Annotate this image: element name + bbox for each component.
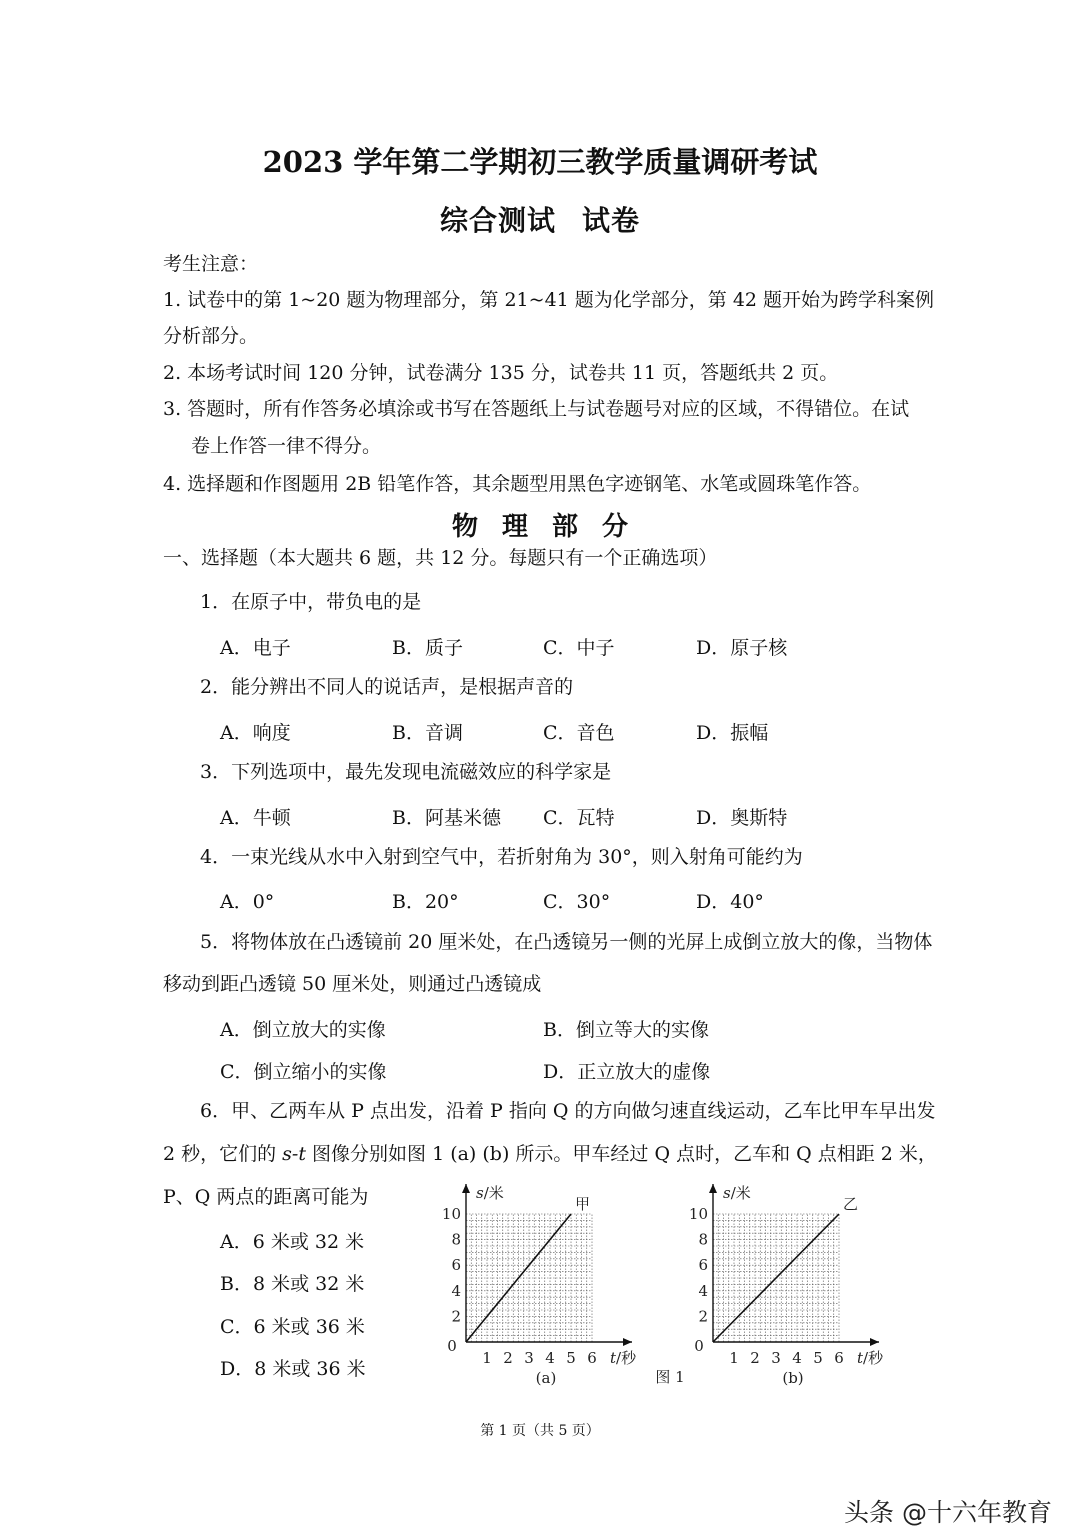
question-1-stem: 1．在原子中，带负电的是 xyxy=(200,591,422,613)
q2-option-d: D．振幅 xyxy=(696,722,769,744)
y-tick-label: 4 xyxy=(451,1281,461,1300)
x-tick-label: 5 xyxy=(566,1349,576,1367)
notice-item-3-cont: 卷上作答一律不得分。 xyxy=(191,435,382,457)
q4-option-a: A．0° xyxy=(220,891,275,913)
series-label: 甲 xyxy=(575,1195,591,1213)
q1-option-d: D．原子核 xyxy=(696,637,788,659)
panel-label: (a) xyxy=(535,1369,557,1387)
notice-heading: 考生注意： xyxy=(163,253,259,275)
q2-option-a: A．响度 xyxy=(220,722,291,744)
notice-item-2: 2. 本场考试时间 120 分钟，试卷满分 135 分，试卷共 11 页，答题纸共 2 页。 xyxy=(163,362,839,384)
exam-title: 2023 学年第二学期初三教学质量调研考试 xyxy=(262,145,818,179)
q1-option-c: C．中子 xyxy=(543,637,615,659)
x-axis-label: t/秒 xyxy=(857,1349,884,1367)
q3-option-a: A．牛顿 xyxy=(220,807,291,829)
q2-option-c: C．音色 xyxy=(543,722,615,744)
figure-caption: 图 1 xyxy=(655,1368,685,1386)
y-tick-label: 2 xyxy=(698,1307,708,1326)
q4-option-c: C．30° xyxy=(543,891,611,913)
x-axis-label: t/秒 xyxy=(610,1349,637,1367)
origin-label: 0 xyxy=(447,1337,457,1355)
notice-item-3: 3. 答题时，所有作答务必填涂或书写在答题纸上与试卷题号对应的区域，不得错位。在试 xyxy=(163,398,910,420)
panel-label: (b) xyxy=(782,1369,804,1387)
notice-item-1: 1. 试卷中的第 1~20 题为物理部分，第 21~41 题为化学部分，第 42 题开始为跨学科案例 xyxy=(163,289,935,311)
x-tick-label: 3 xyxy=(771,1349,781,1367)
question-4-stem: 4．一束光线从水中入射到空气中，若折射角为 30°，则入射角可能约为 xyxy=(200,846,803,868)
q1-option-b: B．质子 xyxy=(392,637,463,659)
q6-option-c: C．6 米或 36 米 xyxy=(220,1316,365,1338)
y-tick-label: 10 xyxy=(688,1205,708,1223)
exam-subtitle xyxy=(0,199,1080,239)
y-tick-label: 8 xyxy=(451,1230,461,1249)
q6-line2-part-b: 图像分别如图 1 (a) (b) 所示。甲车经过 Q 点时，乙车和 Q 点相距 2 米， xyxy=(305,1143,937,1165)
origin-label: 0 xyxy=(694,1337,704,1355)
q3-option-c: C．瓦特 xyxy=(543,807,615,829)
q5-option-d: D．正立放大的虚像 xyxy=(543,1061,711,1083)
y-tick-label: 6 xyxy=(698,1256,708,1275)
q4-option-d: D．40° xyxy=(696,891,764,913)
notice-item-1-cont: 分析部分。 xyxy=(163,325,259,347)
x-tick-label: 5 xyxy=(813,1349,823,1367)
q6-option-a: A．6 米或 32 米 xyxy=(220,1231,365,1253)
question-2-stem: 2．能分辨出不同人的说话声，是根据声音的 xyxy=(200,676,574,698)
figure-1 xyxy=(430,1175,910,1390)
q1-option-a: A．电子 xyxy=(220,637,291,659)
y-axis-label: s/米 xyxy=(476,1184,504,1202)
question-6-stem-cont-2: P、Q 两点的距离可能为 xyxy=(163,1186,369,1208)
y-axis-arrow xyxy=(462,1184,470,1193)
subtitle-part-b: 试卷 xyxy=(582,204,641,237)
q6-option-b: B．8 米或 32 米 xyxy=(220,1273,365,1295)
y-tick-label: 10 xyxy=(441,1205,461,1223)
q6-line2-part-a: 2 秒，它们的 xyxy=(163,1143,283,1165)
q5-option-a: A．倒立放大的实像 xyxy=(220,1019,386,1041)
x-tick-label: 1 xyxy=(482,1349,492,1367)
x-tick-label: 6 xyxy=(834,1349,844,1367)
series-label: 乙 xyxy=(843,1195,859,1213)
y-tick-label: 2 xyxy=(451,1307,461,1326)
part-heading: 一、选择题（本大题共 6 题，共 12 分。每题只有一个正确选项） xyxy=(163,547,718,569)
question-6-stem: 6．甲、乙两车从 P 点出发，沿着 P 指向 Q 的方向做匀速直线运动，乙车比甲车早出发 xyxy=(200,1100,936,1122)
question-5-stem-cont: 移动到距凸透镜 50 厘米处，则通过凸透镜成 xyxy=(163,973,542,995)
q5-option-b: B．倒立等大的实像 xyxy=(543,1019,709,1041)
x-tick-label: 2 xyxy=(750,1349,760,1367)
notice-item-4: 4. 选择题和作图题用 2B 铅笔作答，其余题型用黑色字迹钢笔、水笔或圆珠笔作答。 xyxy=(163,473,872,495)
y-axis-label: s/米 xyxy=(723,1184,751,1202)
question-3-stem: 3．下列选项中，最先发现电流磁效应的科学家是 xyxy=(200,761,612,783)
q4-option-b: B．20° xyxy=(392,891,459,913)
subtitle-part-a: 综合测试 xyxy=(439,204,556,237)
q3-option-d: D．奥斯特 xyxy=(696,807,788,829)
x-tick-label: 6 xyxy=(587,1349,597,1367)
x-tick-label: 3 xyxy=(524,1349,534,1367)
watermark: 头条 @十六年教育 xyxy=(844,1498,1052,1527)
question-6-stem-cont xyxy=(163,1142,937,1166)
chart-a xyxy=(442,1184,637,1387)
page-footer: 第 1 页（共 5 页） xyxy=(480,1423,600,1439)
x-tick-label: 2 xyxy=(503,1349,513,1367)
x-tick-label: 4 xyxy=(792,1349,802,1367)
x-tick-label: 4 xyxy=(545,1349,555,1367)
x-axis-arrow xyxy=(623,1338,632,1346)
q2-option-b: B．音调 xyxy=(392,722,463,744)
x-tick-label: 1 xyxy=(729,1349,739,1367)
q6-st-label: s-t xyxy=(282,1143,306,1165)
x-axis-arrow xyxy=(870,1338,879,1346)
y-tick-label: 4 xyxy=(698,1281,708,1300)
q5-option-c: C．倒立缩小的实像 xyxy=(220,1061,387,1083)
q3-option-b: B．阿基米德 xyxy=(392,807,501,829)
q6-option-d: D．8 米或 36 米 xyxy=(220,1358,366,1380)
y-tick-label: 6 xyxy=(451,1256,461,1275)
section-title: 物理部分 xyxy=(451,512,652,542)
chart-b xyxy=(689,1184,884,1387)
y-tick-label: 8 xyxy=(698,1230,708,1249)
y-axis-arrow xyxy=(709,1184,717,1193)
question-5-stem: 5．将物体放在凸透镜前 20 厘米处，在凸透镜另一侧的光屏上成倒立放大的像，当物体 xyxy=(200,931,933,953)
